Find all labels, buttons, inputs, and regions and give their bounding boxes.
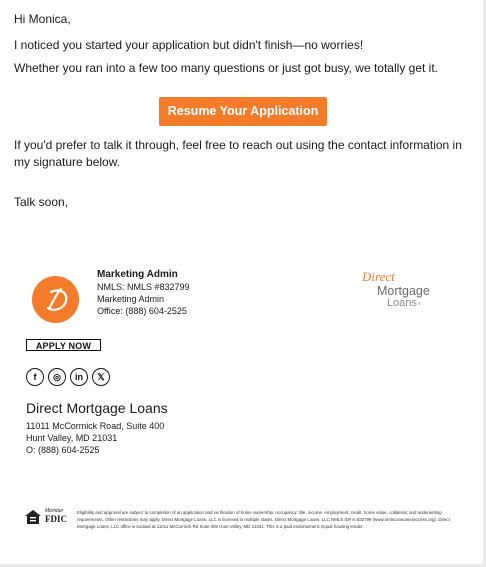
resume-application-button[interactable]: Resume Your Application [159,97,327,126]
company-phone: O: (888) 604-2525 [26,445,100,455]
x-icon[interactable]: 𝕏 [92,368,110,386]
greeting: Hi Monica, [14,12,71,26]
company-name: Direct Mortgage Loans [26,400,168,416]
legal-disclaimer: Eligibility and approval are subject to completion of an application and verification of home ownership, occupancy, title, income, employment, credit, home value, collateral, and underwriting requirements. Other restrictions may apply. Direct Mortgage Loans, LLC is licensed in multiple states. Direct Mortgage Loans, LLC NMLS ID# is 832799 (www.nmlsconsumeraccess.org). Direct Mortgage Loans, LLC office is located at 11011 McCormick Rd Suite 400 Hunt Valley, MD 21031. This is a paid endorsement. Equal housing lender. [77,510,450,529]
body-line-1: I noticed you started your application but didn't finish—no worries! [14,38,364,52]
apply-now-button[interactable]: APPLY NOW [26,339,101,351]
company-address [26,420,164,456]
d-monogram-icon [39,283,73,317]
fdic-badge [45,507,71,523]
linkedin-icon[interactable]: in [70,368,88,386]
facebook-icon[interactable]: f [26,368,44,386]
body-line-2: Whether you ran into a few too many questions or just got busy, we totally get it. [14,61,438,75]
logo-word-mortgage: Mortgage [377,284,430,298]
equal-housing-icon [24,509,42,525]
signature-block [97,269,190,317]
fdic-label: FDIC [45,514,67,524]
fdic-member-label: Member [45,508,64,514]
signature-nmls: NMLS: NMLS #832799 [97,282,190,292]
logo-word-direct: Direct [362,269,395,284]
signoff: Talk soon, [14,195,69,209]
body-line-3: If you'd prefer to talk it through, feel free to reach out using the contact information in my signature below. [14,138,462,169]
logo-registered-mark: ® [418,301,421,306]
signature-office: Office: (888) 604-2525 [97,306,187,316]
instagram-icon[interactable]: ◎ [48,368,66,386]
social-links [26,368,110,386]
signature-title: Marketing Admin [97,294,165,304]
company-logo-icon [32,276,79,323]
address-line-1: 11011 McCormick Road, Suite 400 [26,421,165,431]
signature-name: Marketing Admin [97,269,178,280]
address-line-2: Hunt Valley, MD 21031 [26,433,118,443]
direct-mortgage-loans-logo [360,268,442,308]
logo-word-loans: Loans [387,297,417,308]
